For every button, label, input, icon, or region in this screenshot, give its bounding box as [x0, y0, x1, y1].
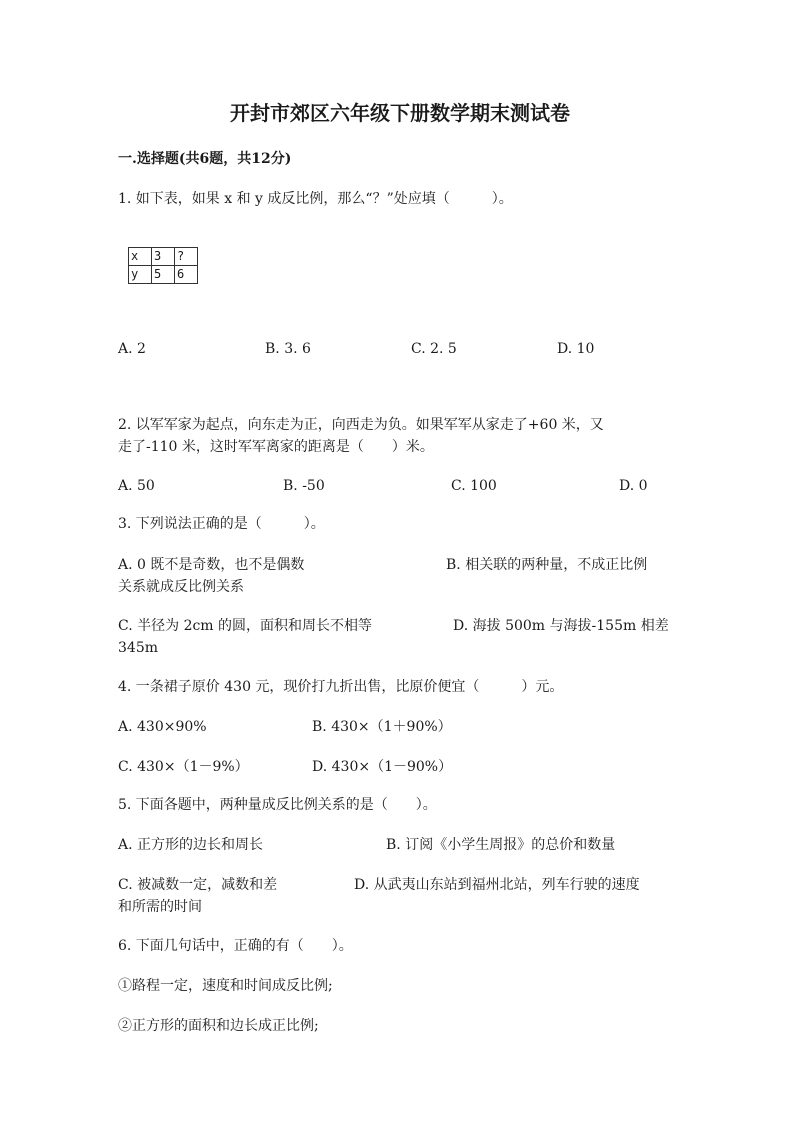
q1-option-c: C. 2. 5: [411, 341, 457, 357]
table-cell: 6: [175, 266, 198, 284]
q5-option-d-cont: 和所需的时间: [118, 899, 202, 915]
q3-option-c: C. 半径为 2cm 的圆，面积和周长不相等: [118, 618, 373, 634]
q5-option-c: C. 被减数一定，减数和差: [118, 877, 278, 893]
table-row: [129, 248, 198, 266]
q2-option-b: B. -50: [283, 478, 325, 494]
q3-option-d: D. 海拔 500m 与海拔-155m 相差: [453, 618, 669, 634]
q2-option-a: A. 50: [118, 478, 155, 494]
q1-stem: 1. 如下表，如果 x 和 y 成反比例，那么“？”处应填（ ）。: [118, 191, 513, 207]
table-cell: 3: [152, 248, 175, 266]
q6-statement-1: ①路程一定，速度和时间成反比例;: [118, 978, 333, 994]
q2-stem-line2: 走了-110 米，这时军军离家的距离是（ ）米。: [118, 439, 434, 455]
q4-option-b: B. 430×（1＋90%）: [312, 719, 452, 735]
q4-option-c: C. 430×（1－9%）: [118, 759, 249, 775]
q1-option-a: A. 2: [118, 341, 146, 357]
q1-xy-table: [128, 247, 198, 284]
q3-option-b-cont: 关系就成反比例关系: [118, 579, 244, 595]
q3-option-a: A. 0 既不是奇数，也不是偶数: [118, 557, 305, 573]
q2-option-d: D. 0: [619, 478, 648, 494]
table-row: [129, 266, 198, 284]
q5-option-a: A. 正方形的边长和周长: [118, 837, 264, 853]
q5-option-b: B. 订阅《小学生周报》的总价和数量: [386, 837, 616, 853]
q6-stem: 6. 下面几句话中，正确的有（ ）。: [118, 938, 353, 954]
q2-stem-line1: 2. 以军军家为起点，向东走为正，向西走为负。如果军军从家走了+60 米，又: [118, 417, 604, 433]
q3-stem: 3. 下列说法正确的是（ ）。: [118, 516, 325, 532]
q1-option-d: D. 10: [557, 341, 595, 357]
table-cell: y: [129, 266, 152, 284]
q3-option-d-cont: 345m: [118, 640, 158, 656]
table-cell: ?: [175, 248, 198, 266]
section-heading: 一.选择题(共6题，共12分): [118, 151, 292, 167]
q2-option-c: C. 100: [451, 478, 497, 494]
q4-option-a: A. 430×90%: [118, 719, 207, 735]
q5-option-d: D. 从武夷山东站到福州北站，列车行驶的速度: [354, 877, 640, 893]
table-cell: x: [129, 248, 152, 266]
page-title: 开封市郊区六年级下册数学期末测试卷: [230, 101, 570, 125]
q4-stem: 4. 一条裙子原价 430 元，现价打九折出售，比原价便宜（ ）元。: [118, 679, 564, 695]
q4-option-d: D. 430×（1－90%）: [312, 759, 453, 775]
q6-statement-2: ②正方形的面积和边长成正比例;: [118, 1018, 319, 1034]
q3-option-b: B. 相关联的两种量，不成正比例: [446, 557, 648, 573]
table-cell: 5: [152, 266, 175, 284]
q5-stem: 5. 下面各题中，两种量成反比例关系的是（ ）。: [118, 797, 437, 813]
q1-option-b: B. 3. 6: [265, 341, 311, 357]
